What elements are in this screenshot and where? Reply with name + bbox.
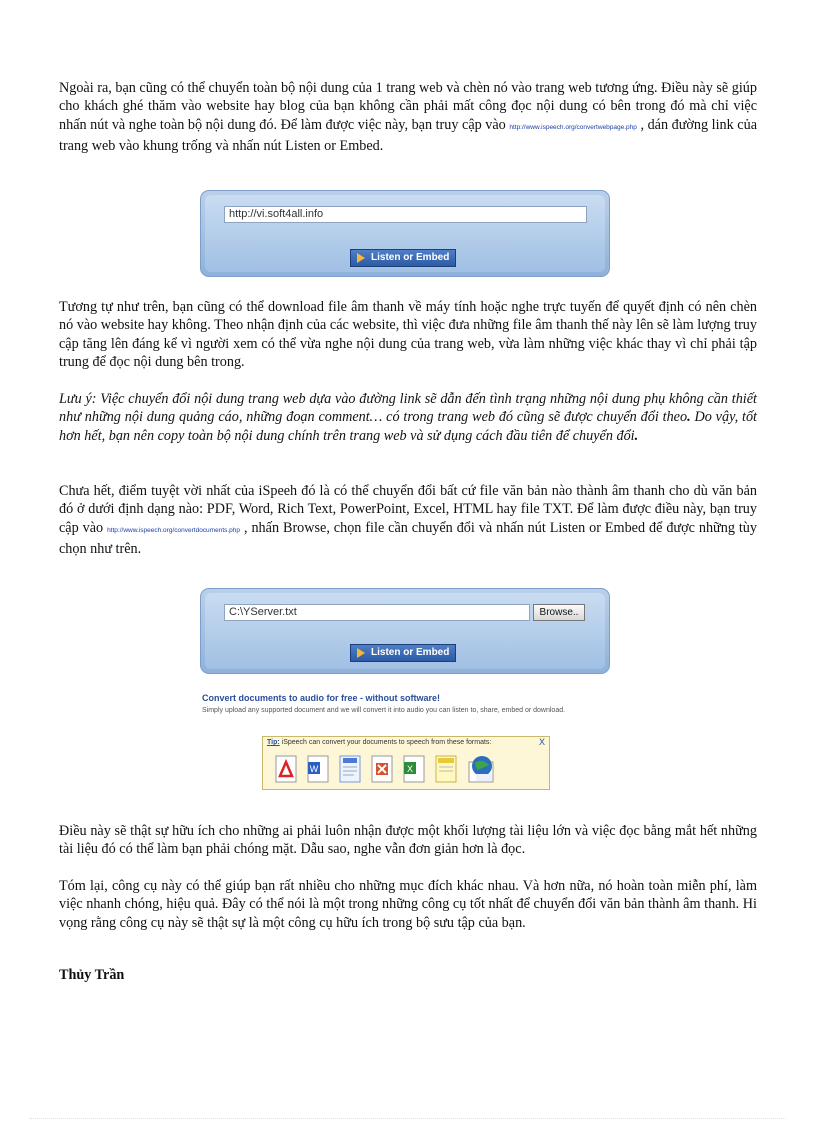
paragraph-convert-documents: Chưa hết, điểm tuyệt vời nhất của iSpeeh đó là có thể chuyển đổi bất cứ file văn bản nào thành âm thanh cho dù văn bản đó ở dưới định dạng nào: PDF, Word, Rich Text, PowerPoint, Excel, HTML hay file TXT. Để làm được điều này, bạn truy cập vào http://www.ispeech.org/convertdocuments.php , nhấn Browse, chọn file cần chuyển đổi và nhấn nút Listen or Embed để được những tùy chọn như trên.: [59, 483, 757, 557]
paragraph-download-audio: Tương tự như trên, bạn cũng có thể download file âm thanh về máy tính hoặc nghe trực tuyến để quyết định có nên chèn nó vào website hay không. Theo nhận định của các website, thì việc đưa những file âm thanh thế này lên sẽ làm lượng truy cập tăng lên đáng kể vì người xem có thể vừa nghe nội dung của trang web, vừa làm những việc khác thay vì chỉ phải tập trung để đọc nội dung bên trong.: [59, 299, 757, 370]
file-path-input[interactable]: C:\YServer.txt: [224, 604, 530, 621]
page-divider: [30, 1118, 786, 1119]
play-icon: [357, 253, 365, 263]
powerpoint-icon: [369, 754, 395, 784]
convert-description: Simply upload any supported document and we will convert it into audio you can listen to, share, embed or download.: [202, 707, 566, 714]
svg-text:W: W: [309, 764, 319, 774]
url-input[interactable]: http://vi.soft4all.info: [224, 206, 587, 223]
close-icon[interactable]: X: [538, 737, 545, 747]
paragraph-note: Lưu ý: Việc chuyển đổi nội dung trang web dựa vào đường link sẽ dẫn đến tình trạng những nội dung phụ không cần thiết như những nội dung quảng cáo, những đoạn comment… có trong trang web đó cũng sẽ được chuyển đổi theo. Do vậy, tốt hơn hết, bạn nên copy toàn bộ nội dung chính trên trang web và sử dụng cách đầu tiên để chuyển đổi.: [59, 391, 757, 444]
paragraph-usefulness: Điều này sẽ thật sự hữu ích cho những ai phải luôn nhận được một khối lượng tài liệu lớn và việc đọc bằng mắt hết những tài liệu đó có thể làm bạn phải chóng mặt. Dẫu sao, nghe vẫn đơn giản hơn là đọc.: [59, 823, 757, 858]
convert-title: Convert documents to audio for free - without software!: [202, 693, 441, 703]
paragraph-convert-webpage: Ngoài ra, bạn cũng có thể chuyển toàn bộ nội dung của 1 trang web và chèn nó vào trang web tương ứng. Điều này sẽ giúp cho khách ghé thăm vào website hay blog của bạn không cần phải mất công đọc nội dung có bên trong đó mà chỉ việc nhấn nút và nghe toàn bộ nội dung đó. Để làm được việc này, bạn truy cập vào http://www.ispeech.org/convertwebpage.php , dán đường link của trang web vào khung trống và nhấn nút Listen or Embed.: [59, 80, 757, 154]
convert-documents-link[interactable]: http://www.ispeech.org/convertdocuments.php: [107, 526, 241, 534]
supported-formats-tip: Tip: iSpeech can convert your documents to speech from these formats: X W X: [262, 736, 550, 790]
svg-text:X: X: [406, 764, 414, 774]
txt-icon: [433, 754, 459, 784]
html-icon: [467, 754, 497, 784]
listen-or-embed-button[interactable]: Listen or Embed: [350, 249, 456, 267]
word-icon: [305, 754, 331, 784]
pdf-icon: [273, 754, 299, 784]
paragraph-conclusion: Tóm lại, công cụ này có thể giúp bạn rất nhiều cho những mục đích khác nhau. Và hơn nữa, nó hoàn toàn miễn phí, làm việc nhanh chóng, hiệu quả. Đây có thể nói là một trong những công cụ tốt nhất để chuyển đổi văn bản thành âm thanh. Hi vọng rằng công cụ này sẽ thật sự là một công cụ hữu ích trong bộ sưu tập của bạn.: [59, 878, 757, 931]
screenshot-listen-url: [200, 190, 610, 277]
listen-or-embed-button[interactable]: Listen or Embed: [350, 644, 456, 662]
convert-webpage-link[interactable]: http://www.ispeech.org/convertwebpage.php: [509, 123, 637, 131]
screenshot-convert-documents: [200, 588, 610, 788]
author-signature: Thủy Trần: [59, 967, 125, 983]
play-icon: [357, 648, 365, 658]
rtf-icon: [337, 754, 363, 784]
excel-icon: [401, 754, 427, 784]
browse-button[interactable]: Browse..: [533, 604, 585, 621]
